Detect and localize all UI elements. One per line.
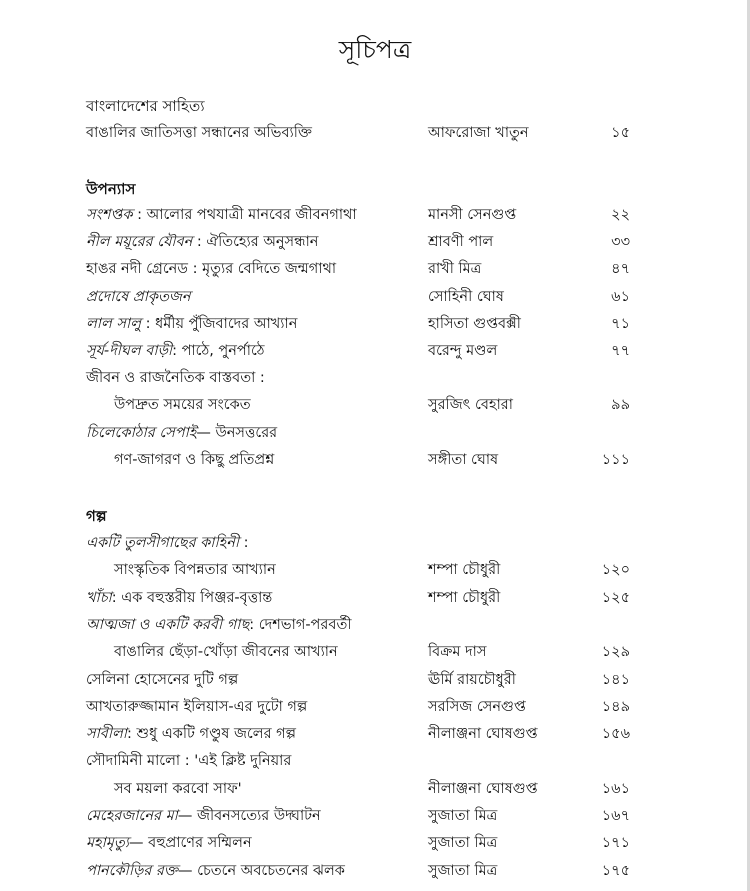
entry-title bbox=[114, 447, 274, 474]
toc-entry bbox=[0, 858, 750, 885]
toc-entry bbox=[0, 447, 750, 474]
entry-title bbox=[86, 420, 277, 447]
entry-author: সুজাতা মিত্র bbox=[428, 835, 498, 852]
toc-entry bbox=[0, 612, 750, 639]
entry-title-italic: প্রদোষে প্রাকৃতজন bbox=[86, 288, 191, 305]
entry-title-text: — বহুপ্রাণের সম্মিলন bbox=[129, 835, 252, 852]
entry-title bbox=[86, 721, 296, 748]
entry-title-text: সব ময়লা করবো সাফ' bbox=[114, 780, 242, 797]
entry-title-text: — জীবনসত্যের উদ্ঘাটন bbox=[177, 808, 321, 824]
entry-title-text: গণ-জাগরণ ও কিছু প্রতিপ্রশ্ন bbox=[114, 451, 275, 468]
toc-entry bbox=[0, 557, 750, 584]
entry-title bbox=[86, 830, 252, 857]
entry-page-number: ৯৯ bbox=[611, 397, 630, 414]
toc-entry bbox=[0, 256, 750, 283]
page-title: সূচিপত্র bbox=[338, 35, 412, 64]
entry-title-italic: চিলেকোঠার সেপাই bbox=[86, 424, 197, 441]
entry-title bbox=[86, 667, 238, 694]
entry-title-text: : bbox=[239, 535, 249, 551]
toc-entry bbox=[0, 585, 750, 612]
section-heading: গল্প bbox=[86, 507, 107, 525]
entry-page-number: ৭১ bbox=[611, 315, 630, 332]
entry-title bbox=[86, 694, 307, 721]
entry-page-number: ৬১ bbox=[611, 288, 630, 305]
entry-title-text: : পাঠে, পুনর্পাঠে bbox=[172, 343, 265, 359]
entry-page-number: ১৬১ bbox=[601, 780, 630, 797]
entry-title-text: — চেতনে অবচেতনের ঝলক bbox=[177, 862, 345, 879]
entry-title bbox=[86, 858, 345, 885]
entry-title-text: : দেশভাগ-পরবর্তী bbox=[249, 616, 352, 633]
entry-title-text: আখতারুজ্জামান ইলিয়াস-এর দুটো গল্প bbox=[86, 698, 308, 715]
entry-title-text: সৌদামিনী মালো : 'এই ক্লিষ্ট দুনিয়ার bbox=[86, 753, 292, 770]
entry-page-number: ১৪৯ bbox=[601, 698, 630, 715]
entry-author: সঙ্গীতা ঘোষ bbox=[428, 451, 499, 468]
entry-title bbox=[114, 557, 276, 584]
entry-page-number: ১৫৬ bbox=[601, 726, 630, 743]
entry-title bbox=[114, 776, 242, 803]
toc-entry bbox=[0, 721, 750, 748]
entry-author: ঊর্মি রায়চৌধুরী bbox=[428, 671, 516, 688]
entry-page-number: ১৬৭ bbox=[601, 808, 630, 824]
toc-entry bbox=[0, 776, 750, 803]
entry-page-number: ১২৫ bbox=[601, 589, 630, 606]
entry-author: রাখী মিত্র bbox=[428, 261, 482, 278]
entry-title-italic: সাবীলা bbox=[86, 726, 128, 743]
entry-title-italic: একটি তুলসীগাছের কাহিনী bbox=[86, 535, 240, 551]
entry-author: আফরোজা খাতুন bbox=[428, 125, 529, 141]
entry-page-number: ১৭৫ bbox=[601, 862, 630, 879]
entry-title-italic: খাঁচা bbox=[86, 589, 112, 606]
entry-title-italic: সংশপ্তক bbox=[86, 207, 133, 223]
toc-entry bbox=[0, 202, 750, 229]
entry-title bbox=[86, 202, 357, 229]
entry-title bbox=[86, 311, 297, 338]
entry-title bbox=[86, 229, 318, 256]
entry-author: নীলাঞ্জনা ঘোষগুপ্ত bbox=[428, 726, 538, 743]
entry-page-number: ১৪১ bbox=[601, 671, 630, 688]
entry-title-text: বাঙালির ছেঁড়া-খোঁড়া জীবনের আখ্যান bbox=[114, 644, 338, 661]
entry-title bbox=[86, 803, 321, 830]
toc-entry bbox=[0, 311, 750, 338]
entry-title-italic: পানকৌড়ির রক্ত bbox=[86, 862, 178, 879]
entry-page-number: ২২ bbox=[611, 207, 630, 223]
entry-title-text: জীবন ও রাজনৈতিক বাস্তবতা : bbox=[86, 370, 265, 387]
entry-title-italic: লাল সালু bbox=[86, 315, 142, 332]
section-heading: উপন্যাস bbox=[86, 180, 136, 198]
entry-author: নীলাঞ্জনা ঘোষগুপ্ত bbox=[428, 780, 538, 797]
toc-entry bbox=[0, 365, 750, 392]
entry-title bbox=[86, 612, 351, 639]
toc-entry bbox=[0, 338, 750, 365]
entry-title bbox=[86, 585, 272, 612]
entry-page-number: ১১১ bbox=[601, 451, 630, 468]
toc-entry bbox=[0, 392, 750, 419]
toc-entry bbox=[0, 284, 750, 311]
toc-entry bbox=[0, 748, 750, 775]
entry-author: সুজাতা মিত্র bbox=[428, 862, 498, 879]
entry-title bbox=[114, 392, 251, 419]
entry-author: মানসী সেনগুপ্ত bbox=[428, 207, 517, 223]
entry-page-number: ১৫ bbox=[611, 125, 630, 141]
entry-title bbox=[114, 639, 338, 666]
entry-title-text: : শুধু একটি গণ্ডুষ জলের গল্প bbox=[127, 726, 297, 743]
entry-author: সরসিজ সেনগুপ্ত bbox=[428, 698, 526, 715]
entry-page-number: ৭৭ bbox=[611, 343, 630, 359]
toc-entry bbox=[0, 639, 750, 666]
entry-title-text: : ধর্মীয় পুঁজিবাদের আখ্যান bbox=[141, 315, 298, 332]
entry-title bbox=[86, 284, 191, 311]
entry-author: হাসিতা গুপ্তবক্সী bbox=[428, 315, 521, 332]
entry-title bbox=[86, 256, 336, 283]
entry-title bbox=[86, 365, 265, 392]
entry-author: শম্পা চৌধুরী bbox=[428, 589, 501, 606]
toc-entry bbox=[0, 120, 750, 147]
entry-author: সোহিনী ঘোষ bbox=[428, 288, 504, 305]
toc-entry bbox=[0, 694, 750, 721]
entry-author: শম্পা চৌধুরী bbox=[428, 562, 501, 579]
entry-author: সুজাতা মিত্র bbox=[428, 808, 498, 824]
entry-title-italic: মেহেরজানের মা bbox=[86, 808, 178, 824]
entry-title-text: : এক বহুস্তরীয় পিঞ্জর-বৃত্তান্ত bbox=[111, 589, 273, 606]
toc-entry bbox=[0, 530, 750, 557]
entry-title-text: : ঐতিহ্যের অনুসন্ধান bbox=[192, 234, 319, 251]
toc-entry bbox=[0, 229, 750, 256]
entry-page-number: ৩৩ bbox=[611, 234, 630, 251]
entry-title-italic: আত্মজা ও একটি করবী গাছ bbox=[86, 616, 250, 633]
entry-title bbox=[86, 748, 291, 775]
entry-page-number: ৪৭ bbox=[611, 261, 630, 278]
section-heading: বাংলাদেশের সাহিত্য bbox=[86, 97, 205, 115]
entry-title bbox=[86, 120, 312, 147]
entry-title-text: বাঙালির জাতিসত্তা সন্ধানের অভিব্যক্তি bbox=[86, 125, 312, 141]
toc-entry bbox=[0, 667, 750, 694]
entry-author: বিক্রম দাস bbox=[428, 644, 487, 661]
toc-entry bbox=[0, 803, 750, 830]
entry-author: শ্রাবণী পাল bbox=[428, 234, 494, 251]
entry-title-italic: সূর্য-দীঘল বাড়ী bbox=[86, 343, 173, 359]
entry-page-number: ১২০ bbox=[601, 562, 630, 579]
entry-page-number: ১৭১ bbox=[601, 835, 630, 852]
entry-author: সুরজিৎ বেহারা bbox=[428, 397, 513, 414]
entry-title-text: : আলোর পথযাত্রী মানবের জীবনগাথা bbox=[132, 207, 357, 223]
toc-entry bbox=[0, 420, 750, 447]
entry-title-text: সাংস্কৃতিক বিপন্নতার আখ্যান bbox=[114, 562, 276, 579]
entry-title-text: সেলিনা হোসেনের দুটি গল্প bbox=[86, 671, 239, 688]
entry-page-number: ১২৯ bbox=[601, 644, 630, 661]
toc-entry bbox=[0, 830, 750, 857]
entry-title bbox=[86, 338, 265, 365]
entry-title-italic: নীল ময়ূরের যৌবন bbox=[86, 234, 193, 251]
entry-author: বরেন্দু মণ্ডল bbox=[428, 343, 498, 359]
entry-title-text: — উনসত্তরের bbox=[196, 424, 278, 441]
entry-title-italic: মহামৃত্যু bbox=[86, 835, 130, 852]
entry-title-text: উপদ্রুত সময়ের সংকেত bbox=[114, 397, 251, 414]
entry-title bbox=[86, 530, 249, 557]
entry-title-text: হাঙর নদী গ্রেনেড : মৃত্যুর বেদিতে জন্মগাথা bbox=[86, 261, 337, 278]
